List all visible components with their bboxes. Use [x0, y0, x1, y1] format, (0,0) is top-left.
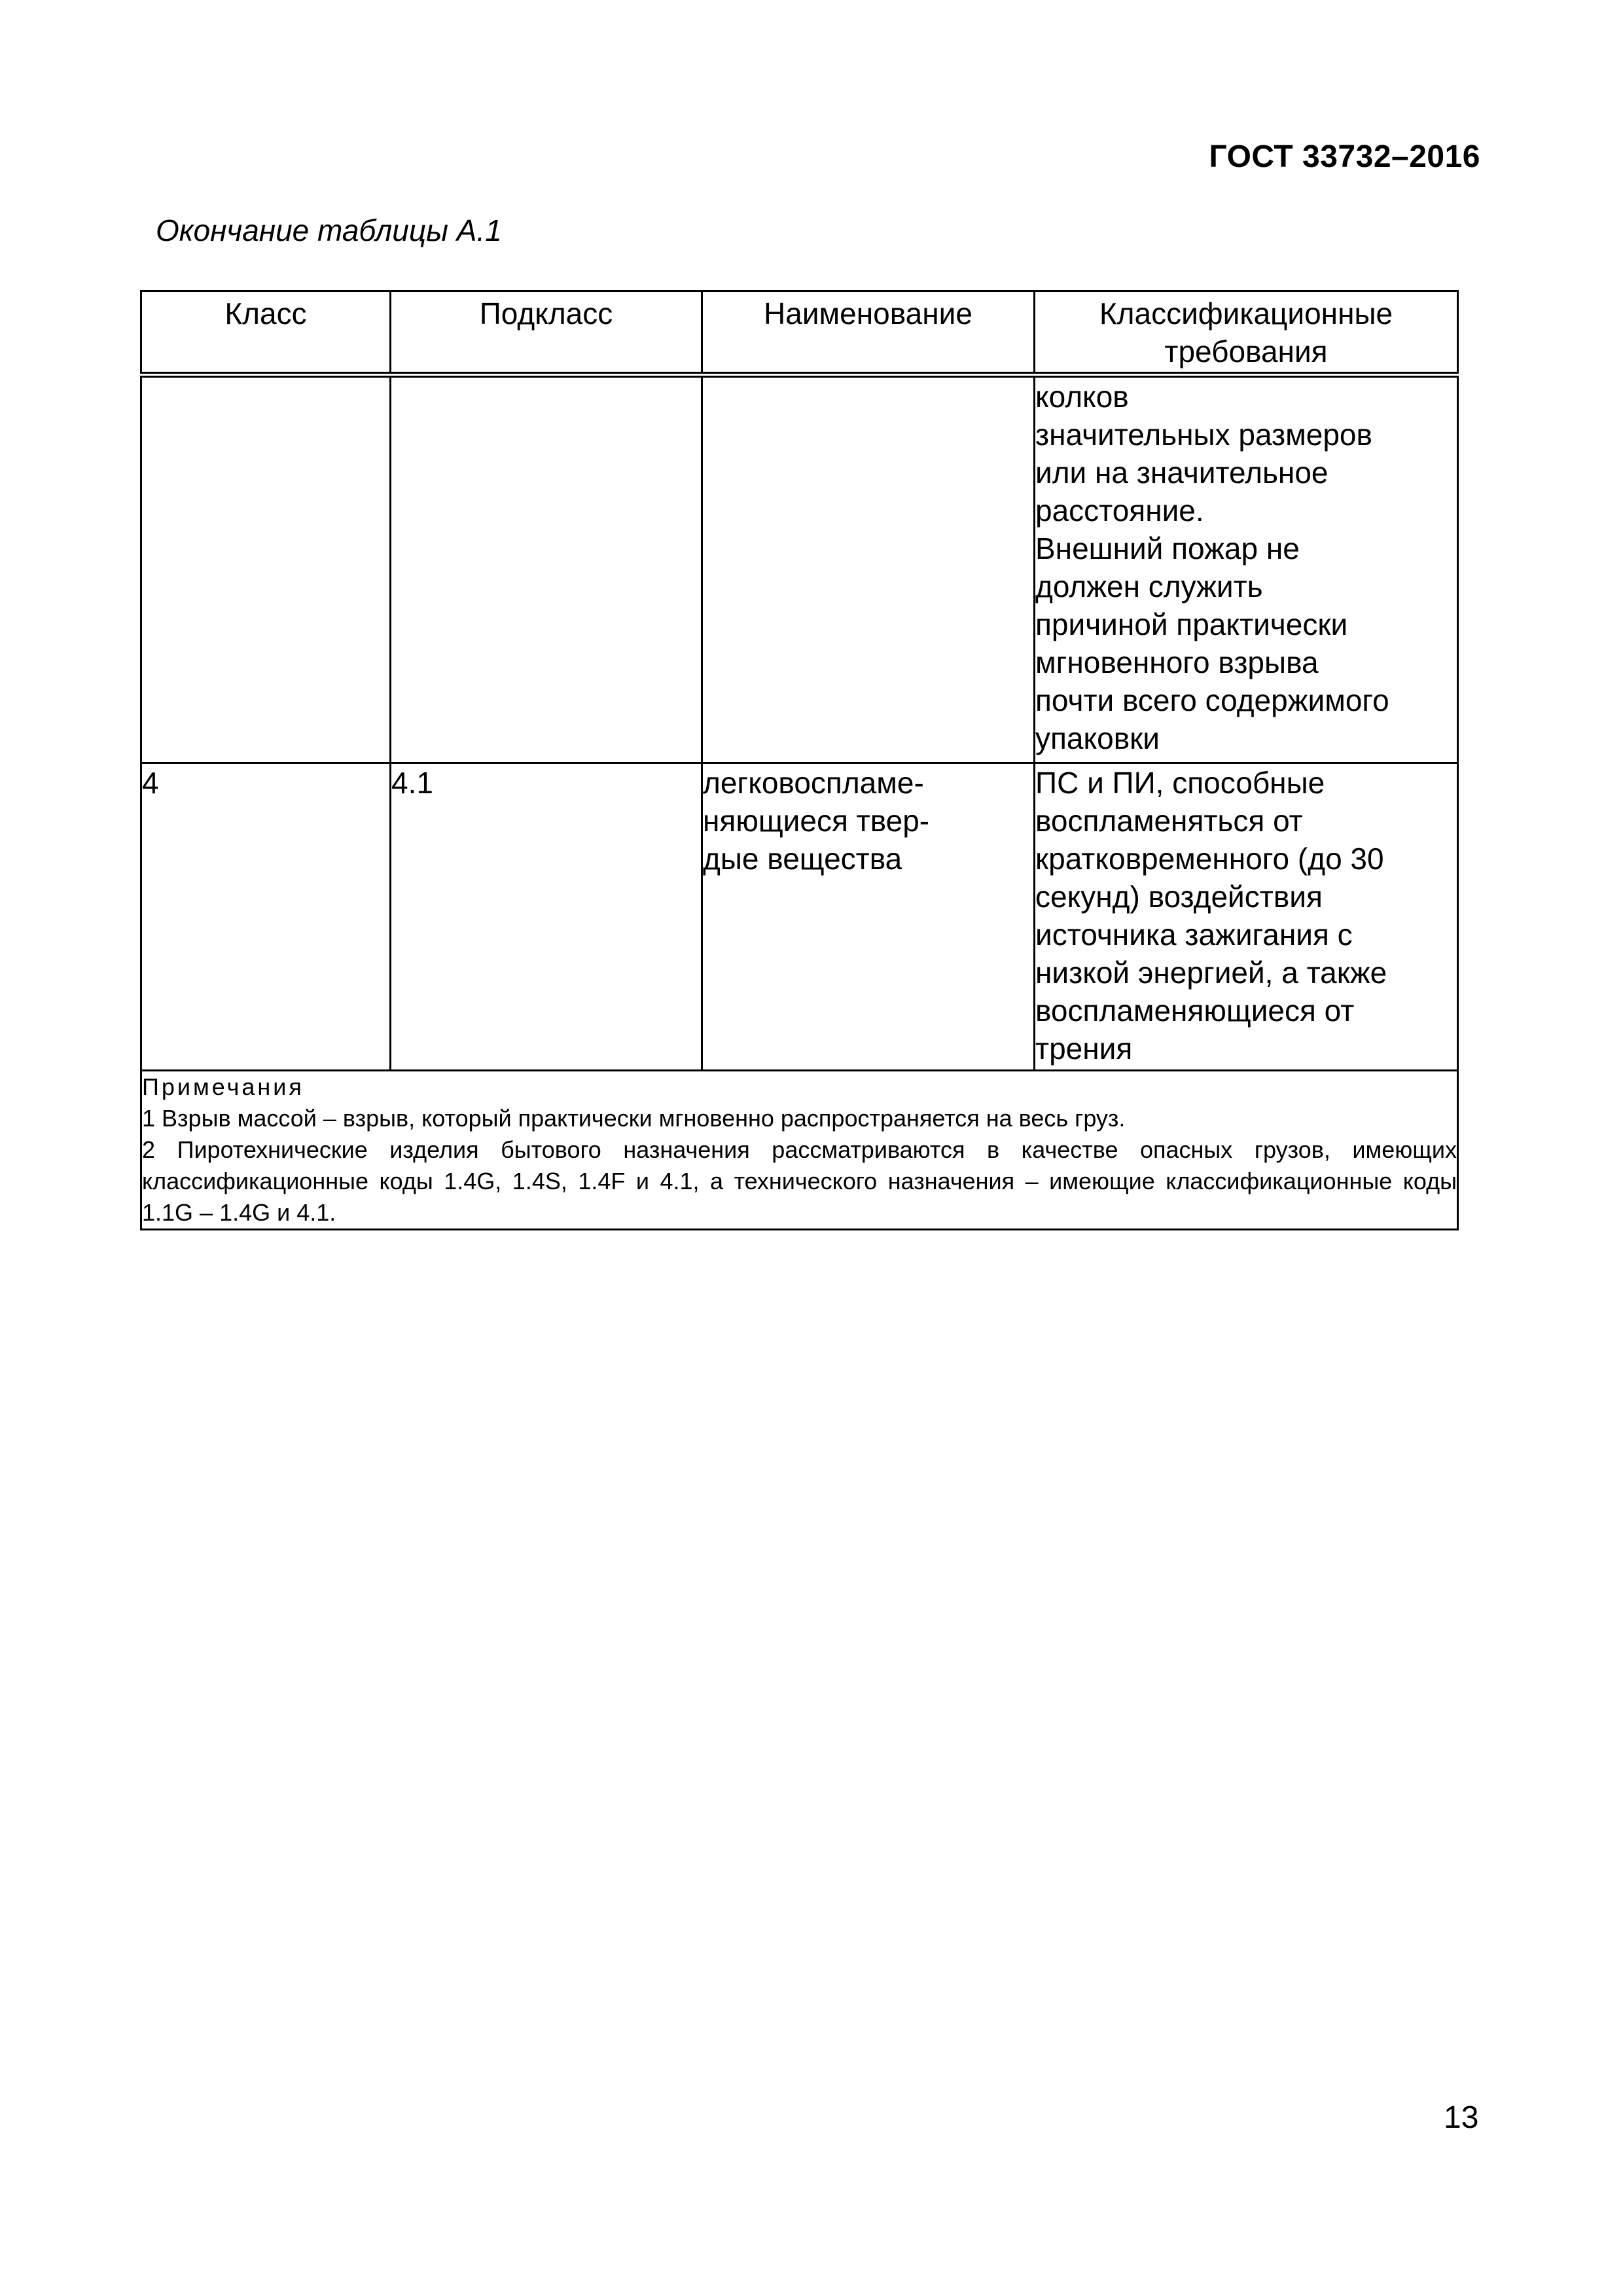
cell-requirements: колков значительных размеров или на значительное расстояние. Внешний пожар не должен служить причиной практически мгновенного взрыва почти всего содержимого упаковки [1035, 375, 1458, 763]
page-number: 13 [1444, 2100, 1479, 2135]
notes-title: Примечания [142, 1073, 304, 1100]
cell-class [141, 375, 391, 763]
cell-name [702, 375, 1035, 763]
column-header-name: Наименование [702, 291, 1035, 375]
cell-subclass [391, 375, 702, 763]
classification-table-container [140, 290, 1457, 1230]
cell-requirements: ПС и ПИ, способные воспламеняться от кратковременного (до 30 секунд) воздействия источника зажигания с низкой энергией, а также воспламеняющиеся от трения [1035, 763, 1458, 1071]
document-standard-header: ГОСТ 33732–2016 [1209, 139, 1480, 174]
note-item-2: 2 Пиротехнические изделия бытового назначения рассматриваются в качестве опасных грузов, имеющих классификационные коды 1.4G, 1.4S, 1.4F и 4.1, а технического назначения – имеющие классификационные коды 1.1G – 1.4G и 4.1. [142, 1136, 1457, 1226]
cell-class: 4 [141, 763, 391, 1071]
notes-row [141, 1071, 1458, 1230]
table-row [141, 763, 1458, 1071]
notes-cell [141, 1071, 1458, 1230]
table-row [141, 375, 1458, 763]
cell-subclass: 4.1 [391, 763, 702, 1071]
column-header-subclass: Подкласс [391, 291, 702, 375]
column-header-requirements: Классификационные требования [1035, 291, 1458, 375]
column-header-class: Класс [141, 291, 391, 375]
note-item-1: 1 Взрыв массой – взрыв, который практически мгновенно распространяется на весь груз. [142, 1105, 1126, 1132]
table-caption: Окончание таблицы А.1 [156, 213, 502, 247]
classification-table [140, 290, 1459, 1230]
cell-name: легковоспламе- няющиеся твер- дые вещества [702, 763, 1035, 1071]
table-header-row [141, 291, 1458, 375]
